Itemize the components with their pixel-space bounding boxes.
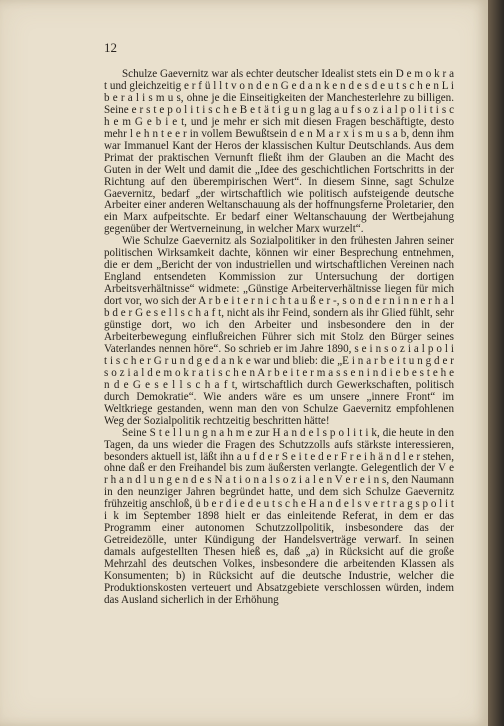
paragraph-1: Schulze Gaevernitz war als echter deutscher Idealist stets ein D e m o k r a t und gleichzeitig e r f ü l l t v o n d e n G e d a n k e n d e s d e u t s c h e n L i b e r a l i s m u s, ohne je die Einseitigkeiten der Manchesterlehre zu billigen. Seine e r s t e p o l i t i s c h e B e t ä t i g u n g lag a u f s o z i a l p o l i t i s c h e m G e b i e t, und je mehr er sich mit diesen Fragen beschäftigte, desto mehr l e h n t e e r in vollem Bewußtsein d e n M a r x i s m u s a b, denn ihm war Immanuel Kant der Heros der klassischen Kultur Deutschlands. Aus dem Primat der praktischen Vernunft fließt ihm der Glauben an die Macht des Guten in der Welt und damit die „Idee des geschichtlichen Fortschritts in der Richtung auf den überempirischen Wert“. In diesem Sinne, sagt Schulze Gaevernitz, bedarf „der wirtschaftlich wie politisch aufsteigende deutsche Arbeiter einer anderen Weltanschauung als der hoffnungsferne Proletarier, den ein Marx aufpeitschte. Er bedarf einer Weltanschauung der Wertbejahung gegenüber der Wertverneinung, in welcher Marx wurzelt“.: [104, 68, 454, 236]
book-spine-shadow: [488, 0, 504, 726]
page-number: 12: [104, 40, 117, 55]
paragraph-2: Wie Schulze Gaevernitz als Sozialpolitiker in den frühesten Jahren seiner politischen Wirksamkeit dachte, können wir einer Besprechung entnehmen, die er dem „Bericht der von industriellen und wirtschaftlichen Vereinen nach England entsendeten Kommission zur Untersuchung der dortigen Arbeitsverhältnisse“ widmete: „Günstige Arbeiterverhältnisse liegen für mich dort vor, wo sich der A r b e i t e r n i c h t a u ß e r -, s o n d e r n i n n e r h a l b d e r G e s e l l s c h a f t, nicht als ihr Feind, sondern als ihr Glied fühlt, sehr günstige dort, wo ich den Arbeiter und insbesondere den in der Arbeiterbewegung einflußreichen Führer sich mit Stolz den Bürger seines Vaterlandes nennen höre“. So schrieb er im Jahre 1890, s e i n s o z i a l p o l i t i s c h e r G r u n d g e d a n k e war und blieb: die „E i n a r b e i t u n g d e r s o z i a l d e m o k r a t i s c h e n A r b e i t e r m a s s e n i n d i e b e s t e h e n d e G e s e l l s c h a f t, wirtschaftlich durch Gewerkschaften, politisch durch Demokratie“. Wie anders wäre es um unsere „innere Front“ im Weltkriege gestanden, wenn man den von Schulze Gaevernitz empfohlenen Weg der Sozialpolitik rechtzeitig beschritten hätte!: [104, 235, 454, 427]
paragraph-3: Seine S t e l l u n g n a h m e zur H a n d e l s p o l i t i k, die heute in den Tagen, da uns wieder die Fragen des Schutzzolls aufs stärkste interessieren, besonders aktuell ist, läßt ihn a u f d e r S e i t e d e r F r e i h ä n d l e r stehen, ohne daß er den Freihandel bis zum äußersten verlangte. Gelegentlich der V e r h a n d l u n g e n d e s N a t i o n a l s o z i a l e n V e r e i n s, den Naumann in den neunziger Jahren begründet hatte, und dem sich Schulze Gaevernitz frühzeitig anschloß, ü b e r d i e d e u t s c h e H a n d e l s v e r t r a g s p o l i t i k im September 1898 hielt er das einleitende Referat, in dem er das Programm einer autonomen Schutzzollpolitik, insbesondere das der Getreidezölle, unter Kündigung der Handelsverträge verwarf. In seinen damals aufgestellten Thesen hieß es, daß „a) in Rücksicht auf die große Mehrzahl des deutschen Volkes, insbesondere die arbeitenden Klassen als Konsumenten; b) in Rücksicht auf die deutsche Industrie, welcher die Produktionskosten verteuert und Absatzgebiete verschlossen würden, indem das Ausland sicherlich in der Erhöhung: [104, 426, 454, 606]
body-text: [104, 69, 454, 607]
